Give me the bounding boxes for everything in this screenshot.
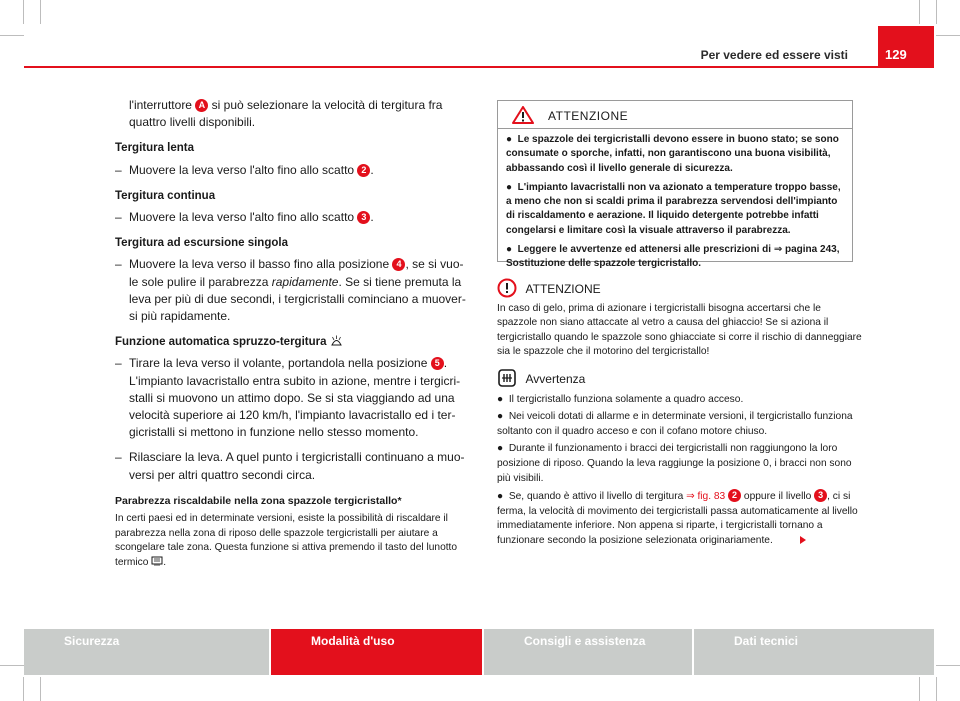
section-title: Tergitura ad escursione singola <box>115 237 288 250</box>
warning-bullet: ● Le spazzole dei tergicristalli devono essere in buono stato; se sono consumate o sporche, infatti, non garantiscono una buona visibilità, abbassando così il livello generale di sicurezza. <box>506 134 839 174</box>
warning-header <box>498 101 852 129</box>
header-title: Per vedere ed essere visti <box>700 48 848 62</box>
figure-link[interactable]: ⇒ fig. 83 <box>686 491 726 503</box>
ref-badge: 3 <box>357 211 370 224</box>
crop-mark <box>0 665 24 666</box>
ref-badge: A <box>195 99 208 112</box>
note-icon <box>497 368 517 388</box>
crop-mark <box>919 677 920 701</box>
footer-tab-dati-tecnici[interactable]: Dati tecnici <box>694 629 934 675</box>
crop-mark <box>23 0 24 24</box>
list-item: – Muovere la leva verso l'alto fino allo scatto 3 . <box>115 209 467 226</box>
section-title: Tergitura lenta <box>115 142 195 155</box>
crop-mark <box>40 0 41 24</box>
washer-spray-icon <box>330 335 343 347</box>
footer-tab-sicurezza[interactable]: Sicurezza <box>24 629 269 675</box>
caution-text: In caso di gelo, prima di azionare i tergicristalli bisogna accertarsi che le spazzole non siano attaccate al vetro a causa del ghiaccio! Se si aziona il tergicristallo quando le spazzole sono ghiacciate si corre il rischio di danneggiare sia le spazzole che il motorino del tergicristallo! <box>497 302 862 358</box>
warning-bullet: ● L'impianto lavacristalli non va azionato a temperature troppo basse, a meno che non si scaldi prima il parabrezza servendosi dell'impianto di riscaldamento e aerazione. Il liquido detergente potrebbe infatti congelarsi e limitare così la visuale attraverso il parabrezza. <box>506 181 841 236</box>
crop-mark <box>919 0 920 24</box>
warning-body <box>498 129 852 272</box>
crop-mark <box>936 665 960 666</box>
page-number: 129 <box>885 47 907 62</box>
ref-badge: 2 <box>728 489 741 502</box>
note-bullet: ● Se, quando è attivo il livello di tergitura ⇒ fig. 83 2 oppure il livello 3 , ci si ferma, la velocità di movimento dei tergicristalli passa automaticamente al livello immediatamente inferiore. Non appena si riparte, i tergicristalli tornano a funzionare secondo la posizione selezionata originariamente. <box>497 490 858 546</box>
footer-tab-modalita-uso[interactable]: Modalità d'uso <box>271 629 482 675</box>
section-title: Parabrezza riscaldabile nella zona spazzole tergicristallo* <box>115 494 402 507</box>
note-block <box>497 368 862 552</box>
list-item: – Muovere la leva verso l'alto fino allo scatto 2 . <box>115 162 467 179</box>
intro-paragraph: l'interruttore A si può selezionare la velocità di tergitura fra quattro livelli disponibili. <box>129 98 443 130</box>
section-title: Funzione automatica spruzzo-tergitura <box>115 334 467 351</box>
crop-mark <box>23 677 24 701</box>
crop-mark <box>0 35 24 36</box>
ref-badge: 4 <box>392 258 405 271</box>
crop-mark <box>936 0 937 24</box>
list-item: – Muovere la leva verso il basso fino alla posizione 4 , se si vuole sole pulire il parabrezza rapidamente. Se si tiene premuta la leva per più di due secondi, i tergicristalli cominciano a muoversi più rapidamente. <box>115 256 467 325</box>
exclamation-circle-icon <box>497 278 517 298</box>
caution-block <box>497 278 862 363</box>
footer-tab-consigli-assistenza[interactable]: Consigli e assistenza <box>484 629 692 675</box>
section-title: Tergitura continua <box>115 189 216 202</box>
note-bullet: ● Nei veicoli dotati di allarme e in determinate versioni, il tergicristallo funziona soltanto con il quadro acceso e con il cofano motore chiuso. <box>497 411 853 437</box>
paragraph: In certi paesi ed in determinate versioni, esiste la possibilità di riscaldare il parabrezza nella zona di riposo delle spazzole tergicristalli per aiutare a scongelare tale zona. Questa funzione si attiva premendo il tasto del lunotto termico . <box>115 513 458 568</box>
list-item: – Tirare la leva verso il volante, portandola nella posizione 5 . L'impianto lavacristallo entra subito in azione, mentre i tergicristalli si muovono un attimo dopo. Se si sta viaggiando ad una velocità superiore ai 120 km/h, l'impianto lavacristallo ed i tergicristalli si mettono in funzione nello stesso momento. <box>115 355 467 441</box>
note-title: Avvertenza <box>525 372 586 386</box>
page-number-box <box>878 26 934 66</box>
crop-mark <box>936 35 960 36</box>
left-column <box>115 97 467 570</box>
note-bullet: ● Durante il funzionamento i bracci dei tergicristalli non raggiungono la loro posizione di riposo. Quando la leva raggiunge la posizione 0, i bracci non sono più visibili. <box>497 443 852 484</box>
warning-bullet: ● Leggere le avvertenze ed attenersi alle prescrizioni di ⇒ pagina 243, Sostituzione delle spazzole tergicristallo. <box>506 244 840 270</box>
crop-mark <box>936 677 937 701</box>
header-rule <box>24 66 934 68</box>
warning-triangle-icon <box>512 106 534 124</box>
crop-mark <box>40 677 41 701</box>
warning-title: ATTENZIONE <box>548 109 629 123</box>
ref-badge: 2 <box>357 164 370 177</box>
ref-badge: 5 <box>431 357 444 370</box>
caution-title: ATTENZIONE <box>525 282 601 296</box>
continue-arrow-icon <box>798 535 808 545</box>
warning-box <box>497 100 853 270</box>
page-link[interactable]: pagina 243 <box>785 244 837 256</box>
note-bullet: ● Il tergicristallo funziona solamente a quadro acceso. <box>497 393 744 405</box>
ref-badge: 3 <box>814 489 827 502</box>
rear-window-heating-icon <box>151 556 163 567</box>
list-item: – Rilasciare la leva. A quel punto i tergicristalli continuano a muoversi per altri quattro secondi circa. <box>115 449 467 483</box>
